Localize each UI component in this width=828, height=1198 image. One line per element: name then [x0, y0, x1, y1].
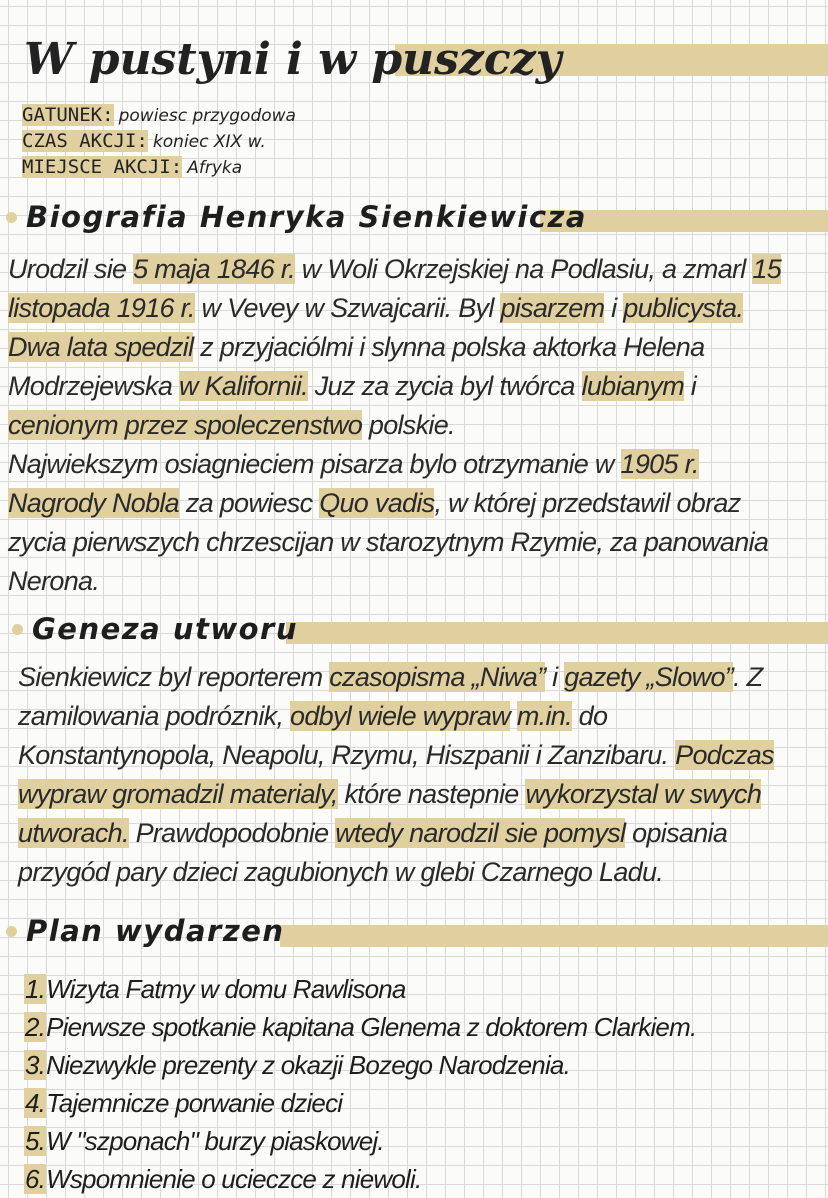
highlighted-text: wykorzystal w swych utworach.: [18, 779, 762, 848]
plan-list: [24, 970, 696, 1198]
plan-item: [24, 1084, 696, 1122]
plan-item-text: Wspomnienie o ucieczce z niewoli.: [46, 1164, 422, 1194]
meta-row: [22, 102, 296, 128]
highlighted-text: pisarzem: [500, 293, 605, 323]
plan-item-number: 1.: [25, 974, 46, 1004]
text-segment: do Konstantynopola, Neapolu, Rzymu, Hiszpanii i Zanzibaru.: [18, 701, 676, 770]
text-segment: Urodzil sie: [8, 254, 134, 284]
highlighted-text: m.in.: [516, 701, 572, 731]
text-segment: za powiesc: [179, 488, 320, 518]
text-segment: Juz za zycia byl twórca: [307, 371, 582, 401]
highlighted-text: lubianym: [581, 371, 684, 401]
plan-item-number: 4.: [25, 1088, 46, 1118]
meta-row: [22, 154, 296, 180]
plan-item: [24, 1046, 696, 1084]
plan-item-text: Niezwykle prezenty z okazji Bozego Narodzenia.: [46, 1050, 571, 1080]
highlighted-text: Nagrody Nobla: [8, 488, 180, 518]
biography-paragraph: [8, 250, 798, 601]
text-segment: z przyjaciólmi i slynna polska aktorka Helena Modrzejewska: [8, 332, 705, 401]
highlighted-text: odbyl wiele wypraw: [290, 701, 511, 731]
highlighted-text: wtedy narodzil sie pomysl: [335, 818, 626, 848]
genesis-heading-bar: [286, 622, 828, 644]
plan-heading-bar: [280, 925, 828, 947]
highlighted-text: Podczas wypraw gromadzil materialy,: [18, 740, 774, 809]
highlighted-text: Dwa lata spedzil: [8, 332, 194, 362]
meta-key: GATUNEK:: [22, 104, 114, 126]
page-title: W pustyni i w puszczy: [24, 34, 562, 85]
plan-heading: [6, 914, 285, 948]
plan-heading-text: Plan wydarzen: [26, 914, 285, 948]
meta-info: [22, 102, 296, 180]
highlighted-text: w Kalifornii.: [178, 371, 308, 401]
biography-heading: [6, 200, 587, 234]
biography-heading-text: Biografia Henryka Sienkiewicza: [26, 200, 587, 234]
bullet-dot-icon: [6, 926, 17, 937]
highlighted-text: 1905 r.: [620, 449, 699, 479]
meta-value: powiesc przygodowa: [118, 106, 296, 126]
plan-item-number: 3.: [25, 1050, 46, 1080]
plan-item: [24, 1160, 696, 1198]
highlighted-text: Quo vadis: [319, 488, 435, 518]
plan-item: [24, 1008, 696, 1046]
text-segment: , w której przedstawil obraz zycia pierwszych chrzescijan w starozytnym Rzymie, za panowania Nerona.: [8, 488, 769, 596]
highlighted-text: publicysta.: [623, 293, 744, 323]
text-segment: i: [683, 371, 697, 401]
meta-key: MIEJSCE AKCJI:: [22, 156, 183, 178]
text-segment: w Vevey w Szwajcarii. Byl: [194, 293, 501, 323]
text-segment: . Z zamilowania podróznik,: [18, 662, 763, 731]
text-segment: Prawdopodobnie: [128, 818, 336, 848]
genesis-heading: [12, 612, 298, 646]
meta-row: [22, 128, 296, 154]
highlighted-text: gazety „Slowo”: [564, 662, 734, 692]
meta-value: koniec XIX w.: [152, 132, 266, 152]
plan-item-number: 5.: [25, 1126, 46, 1156]
plan-item: [24, 1122, 696, 1160]
highlighted-text: czasopisma „Niwa”: [329, 662, 546, 692]
plan-item-number: 6.: [25, 1164, 46, 1194]
highlighted-text: cenionym przez spoleczenstwo: [8, 410, 363, 440]
meta-key: CZAS AKCJI:: [22, 130, 148, 152]
plan-item-text: Pierwsze spotkanie kapitana Glenema z doktorem Clarkiem.: [46, 1012, 697, 1042]
text-segment: Sienkiewicz byl reporterem: [18, 662, 330, 692]
text-segment: które nastepnie: [337, 779, 526, 809]
text-segment: i: [545, 662, 565, 692]
genesis-heading-text: Geneza utworu: [32, 612, 298, 646]
highlighted-text: 5 maja 1846 r.: [133, 254, 295, 284]
genesis-paragraph: [18, 658, 808, 892]
meta-value: Afryka: [187, 158, 243, 178]
text-segment: i: [604, 293, 624, 323]
highlighted-text: 15 listopada 1916 r.: [8, 254, 782, 323]
plan-item-text: Wizyta Fatmy w domu Rawlisona: [46, 974, 406, 1004]
text-segment: polskie.: [362, 410, 455, 440]
plan-item: [24, 970, 696, 1008]
plan-item-number: 2.: [25, 1012, 46, 1042]
bullet-dot-icon: [6, 212, 17, 223]
plan-item-text: W "szponach" burzy piaskowej.: [46, 1126, 384, 1156]
plan-item-text: Tajemnicze porwanie dzieci: [46, 1088, 343, 1118]
text-segment: w Woli Okrzejskiej na Podlasiu, a zmarl: [294, 254, 753, 284]
text-segment: opisania przygód pary dzieci zagubionych w glebi Czarnego Ladu.: [18, 818, 728, 887]
text-segment: [510, 701, 517, 731]
text-segment: Najwiekszym osiagnieciem pisarza bylo otrzymanie w: [8, 449, 621, 479]
bullet-dot-icon: [12, 624, 23, 635]
